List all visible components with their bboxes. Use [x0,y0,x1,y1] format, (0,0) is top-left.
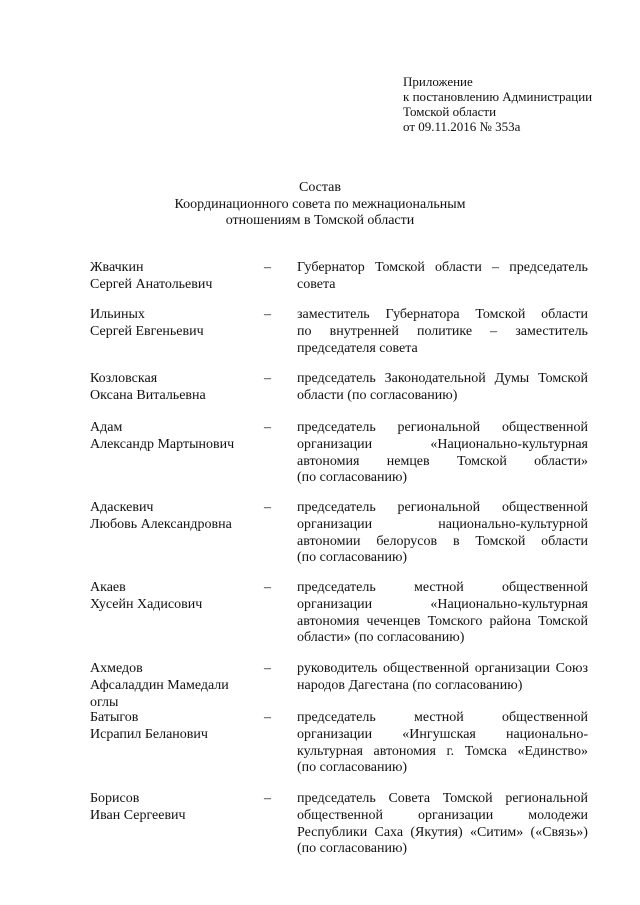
member-given-name: Афсаладдин Мамедали [90,677,229,693]
separator-dash: – [264,661,271,676]
position-line: автономия немцев Томской области» [297,453,588,469]
member-given-name: Оксана Витальевна [90,387,206,403]
position-line: области (по согласованию) [297,387,458,403]
position-line: председателя совета [297,340,418,356]
member-given-name: Сергей Анатольевич [90,276,213,292]
member-surname: Борисов [90,791,140,806]
member-name [90,500,255,534]
member-name [90,580,255,614]
position-line: (по согласованию) [297,841,408,857]
member-given-name: Сергей Евгеньевич [90,323,204,339]
position-line: руководитель общественной организации Союз [297,661,588,676]
separator-dash: – [264,791,271,806]
position-line: общественной организации молодежи [297,807,588,823]
member-surname: Козловская [90,371,158,386]
member-surname: Адам [90,420,123,435]
member-name [90,260,255,294]
position-line: по внутренней политике – заместитель [297,323,588,339]
member-surname: Жвачкин [90,260,144,275]
separator-dash: – [264,580,271,595]
position-line: председатель местной общественной [297,710,588,725]
position-line: председатель региональной общественной [297,500,588,515]
position-line: народов Дагестана (по согласованию) [297,677,523,693]
member-name [90,307,255,341]
position-line: (по согласованию) [297,470,408,486]
member-position [297,371,588,405]
position-line: (по согласованию) [297,760,408,776]
position-line: автономия чеченцев Томского района Томской [297,613,588,629]
member-position [297,580,588,647]
member-name [90,371,255,405]
member-surname: Акаев [90,580,126,595]
separator-dash: – [264,420,271,435]
member-position [297,307,588,357]
member-given-name: Хусейн Хадисович [90,596,203,612]
member-position [297,420,588,487]
member-given-name: оглы [90,694,119,710]
position-line: организации «Ингушская национально- [297,726,588,742]
position-line: организации «Национально-культурная [297,596,588,612]
member-position [297,791,588,858]
appendix-line: от 09.11.2016 № 353а [403,119,521,134]
position-line: председатель местной общественной [297,580,588,595]
separator-dash: – [264,260,271,275]
title-line: отношениям в Томской области [225,213,415,228]
position-line: области» (по согласованию) [297,630,465,646]
separator-dash: – [264,500,271,515]
member-position [297,260,588,294]
position-line: председатель Совета Томской региональной [297,791,588,806]
position-line: председатель Законодательной Думы Томской [297,371,588,386]
appendix-line: к постановлению Администрации [403,89,593,104]
member-surname: Адаскевич [90,500,154,515]
member-name [90,791,255,825]
position-line: автономии белорусов в Томской области [297,533,588,549]
position-line: совета [297,276,336,292]
member-position [297,710,588,777]
member-position [297,661,588,695]
member-given-name: Любовь Александровна [90,516,232,532]
member-given-name: Александр Мартынович [90,436,235,452]
separator-dash: – [264,307,271,322]
member-surname: Ахмедов [90,661,143,676]
position-line: организации «Национально-культурная [297,436,588,452]
position-line: культурная автономия г. Томска «Единство» [297,743,588,759]
appendix-block [403,74,592,134]
member-surname: Батыгов [90,710,139,725]
title-line: Состав [298,180,341,195]
member-name [90,710,255,744]
position-line: председатель региональной общественной [297,420,588,435]
document-title [0,180,640,230]
member-name [90,420,255,454]
position-line: Республики Саха (Якутия) «Ситим» («Связь») [297,824,588,840]
appendix-line: Приложение [403,74,473,89]
title-line: Координационного совета по межнациональным [174,196,466,212]
separator-dash: – [264,710,271,725]
member-position [297,500,588,567]
separator-dash: – [264,371,271,386]
member-given-name: Иван Сергеевич [90,807,186,823]
position-line: (по согласованию) [297,550,408,566]
member-given-name: Исрапил Беланович [90,726,208,742]
member-name [90,661,255,711]
position-line: организации национально-культурной [297,516,588,532]
appendix-line: Томской области [403,104,497,119]
position-line: заместитель Губернатора Томской области [297,307,588,322]
member-surname: Ильиных [90,307,145,322]
position-line: Губернатор Томской области – председатель [297,260,588,275]
